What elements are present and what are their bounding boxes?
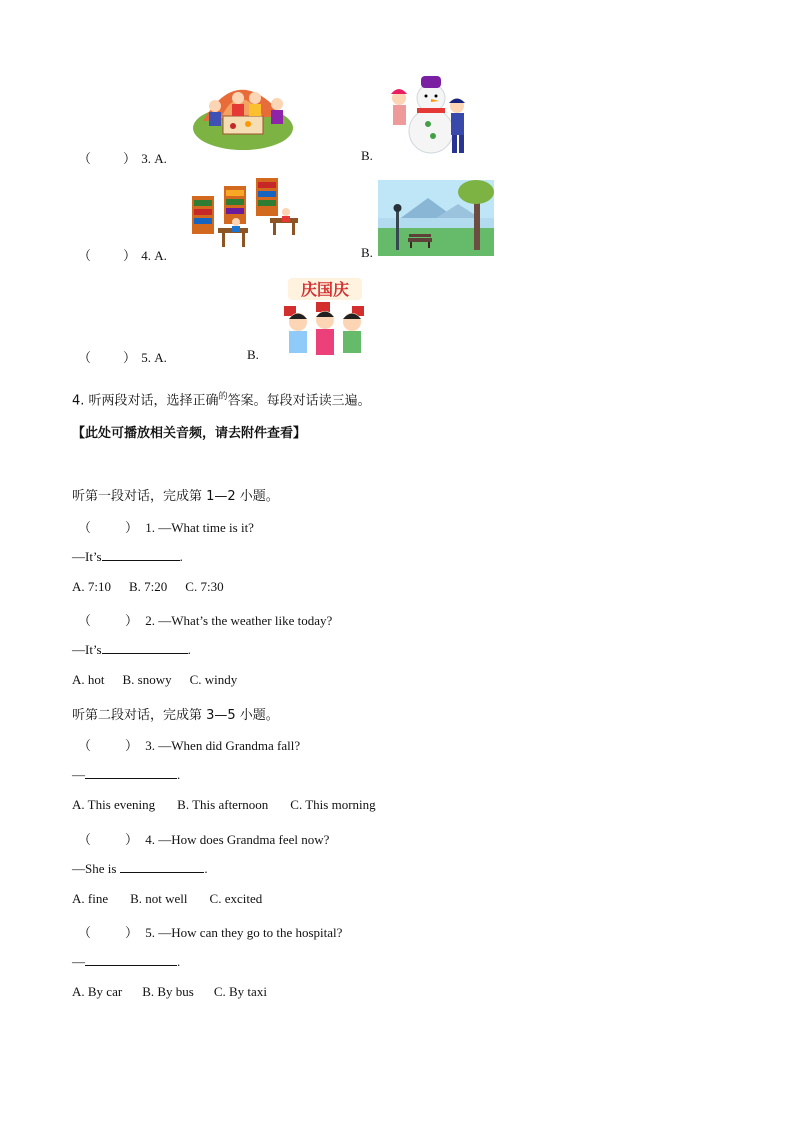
park-image[interactable] [378,180,494,256]
question-4 [78,829,329,848]
answer-paren-open[interactable]: （ [78,151,92,166]
library-image[interactable] [188,176,302,252]
answer-paren-open[interactable]: （ [78,350,92,365]
option-b-label: B. [247,347,259,362]
option-b[interactable]: B. not well [130,891,188,906]
audio-note[interactable]: 【此处可播放相关音频，请去附件查看】 [72,426,307,441]
option-c[interactable]: C. This morning [290,797,376,812]
question-text: 4. —How does Grandma feel now? [145,832,330,847]
answer-paren[interactable]: （ ） [78,925,139,940]
option-b[interactable]: B. By bus [142,984,194,999]
answer-blank[interactable] [102,548,180,561]
question-text: 3. —When did Grandma fall? [145,738,301,753]
question-text: 2. —What’s the weather like today? [145,613,333,628]
option-a[interactable]: A. hot [72,672,105,687]
answer-paren[interactable]: （ ） [78,738,139,753]
option-c[interactable]: C. excited [209,891,263,906]
answer-line-3: — . [72,767,181,782]
q5-row [78,347,167,366]
options-2 [72,672,237,688]
option-a[interactable]: A. This evening [72,797,156,812]
option-b-label: B. [361,148,373,163]
dialogue2-intro: 听第二段对话，完成第 3—5 小题。 [72,708,279,723]
option-b-label: B. [361,245,373,260]
option-c[interactable]: C. 7:30 [185,579,224,594]
answer-line-5: — . [72,954,181,969]
options-5 [72,984,267,1000]
answer-line-4: —She is . [72,861,208,876]
question-label: 5. A. [141,350,167,365]
question-label: 4. A. [141,248,167,263]
option-b[interactable]: B. snowy [122,672,172,687]
q4-row [78,245,167,264]
answer-paren-open[interactable]: （ [78,248,92,263]
answer-blank[interactable] [102,641,188,654]
banner-text: 庆国庆 [300,280,350,299]
question-3 [78,735,300,754]
answer-blank[interactable] [85,766,177,779]
answer-line-2: —It’s . [72,642,191,657]
question-1 [78,517,254,536]
question-2 [78,610,332,629]
answer-blank[interactable] [85,953,177,966]
answer-paren-close[interactable]: ） [123,350,137,365]
options-4 [72,891,262,907]
question-text: 1. —What time is it? [145,520,254,535]
option-c[interactable]: C. windy [189,672,238,687]
question-text: 5. —How can they go to the hospital? [145,925,343,940]
option-a[interactable]: A. 7:10 [72,579,111,594]
q3-row [78,148,167,167]
answer-paren-close[interactable]: ） [123,248,137,263]
answer-paren-close[interactable]: ） [123,151,137,166]
answer-paren[interactable]: （ ） [78,520,139,535]
options-1 [72,579,224,595]
option-a[interactable]: A. fine [72,891,109,906]
picnic-tent-image[interactable] [193,66,293,151]
option-b[interactable]: B. 7:20 [129,579,168,594]
answer-line-1: —It’s . [72,549,183,564]
answer-blank[interactable] [120,860,204,873]
answer-paren[interactable]: （ ） [78,613,139,628]
option-b[interactable]: B. This afternoon [177,797,269,812]
question-5 [78,922,342,941]
snowman-image[interactable] [383,66,473,158]
options-3 [72,797,376,813]
option-c[interactable]: C. By taxi [213,984,267,999]
dialogue1-intro: 听第一段对话，完成第 1—2 小题。 [72,489,279,504]
option-a[interactable]: A. By car [72,984,123,999]
answer-paren[interactable]: （ ） [78,832,139,847]
question-label: 3. A. [141,151,167,166]
section-heading: 4. 听两段对话，选择正确$^的$答案。每段对话读三遍。 [72,392,371,409]
national-day-image[interactable] [278,276,372,360]
